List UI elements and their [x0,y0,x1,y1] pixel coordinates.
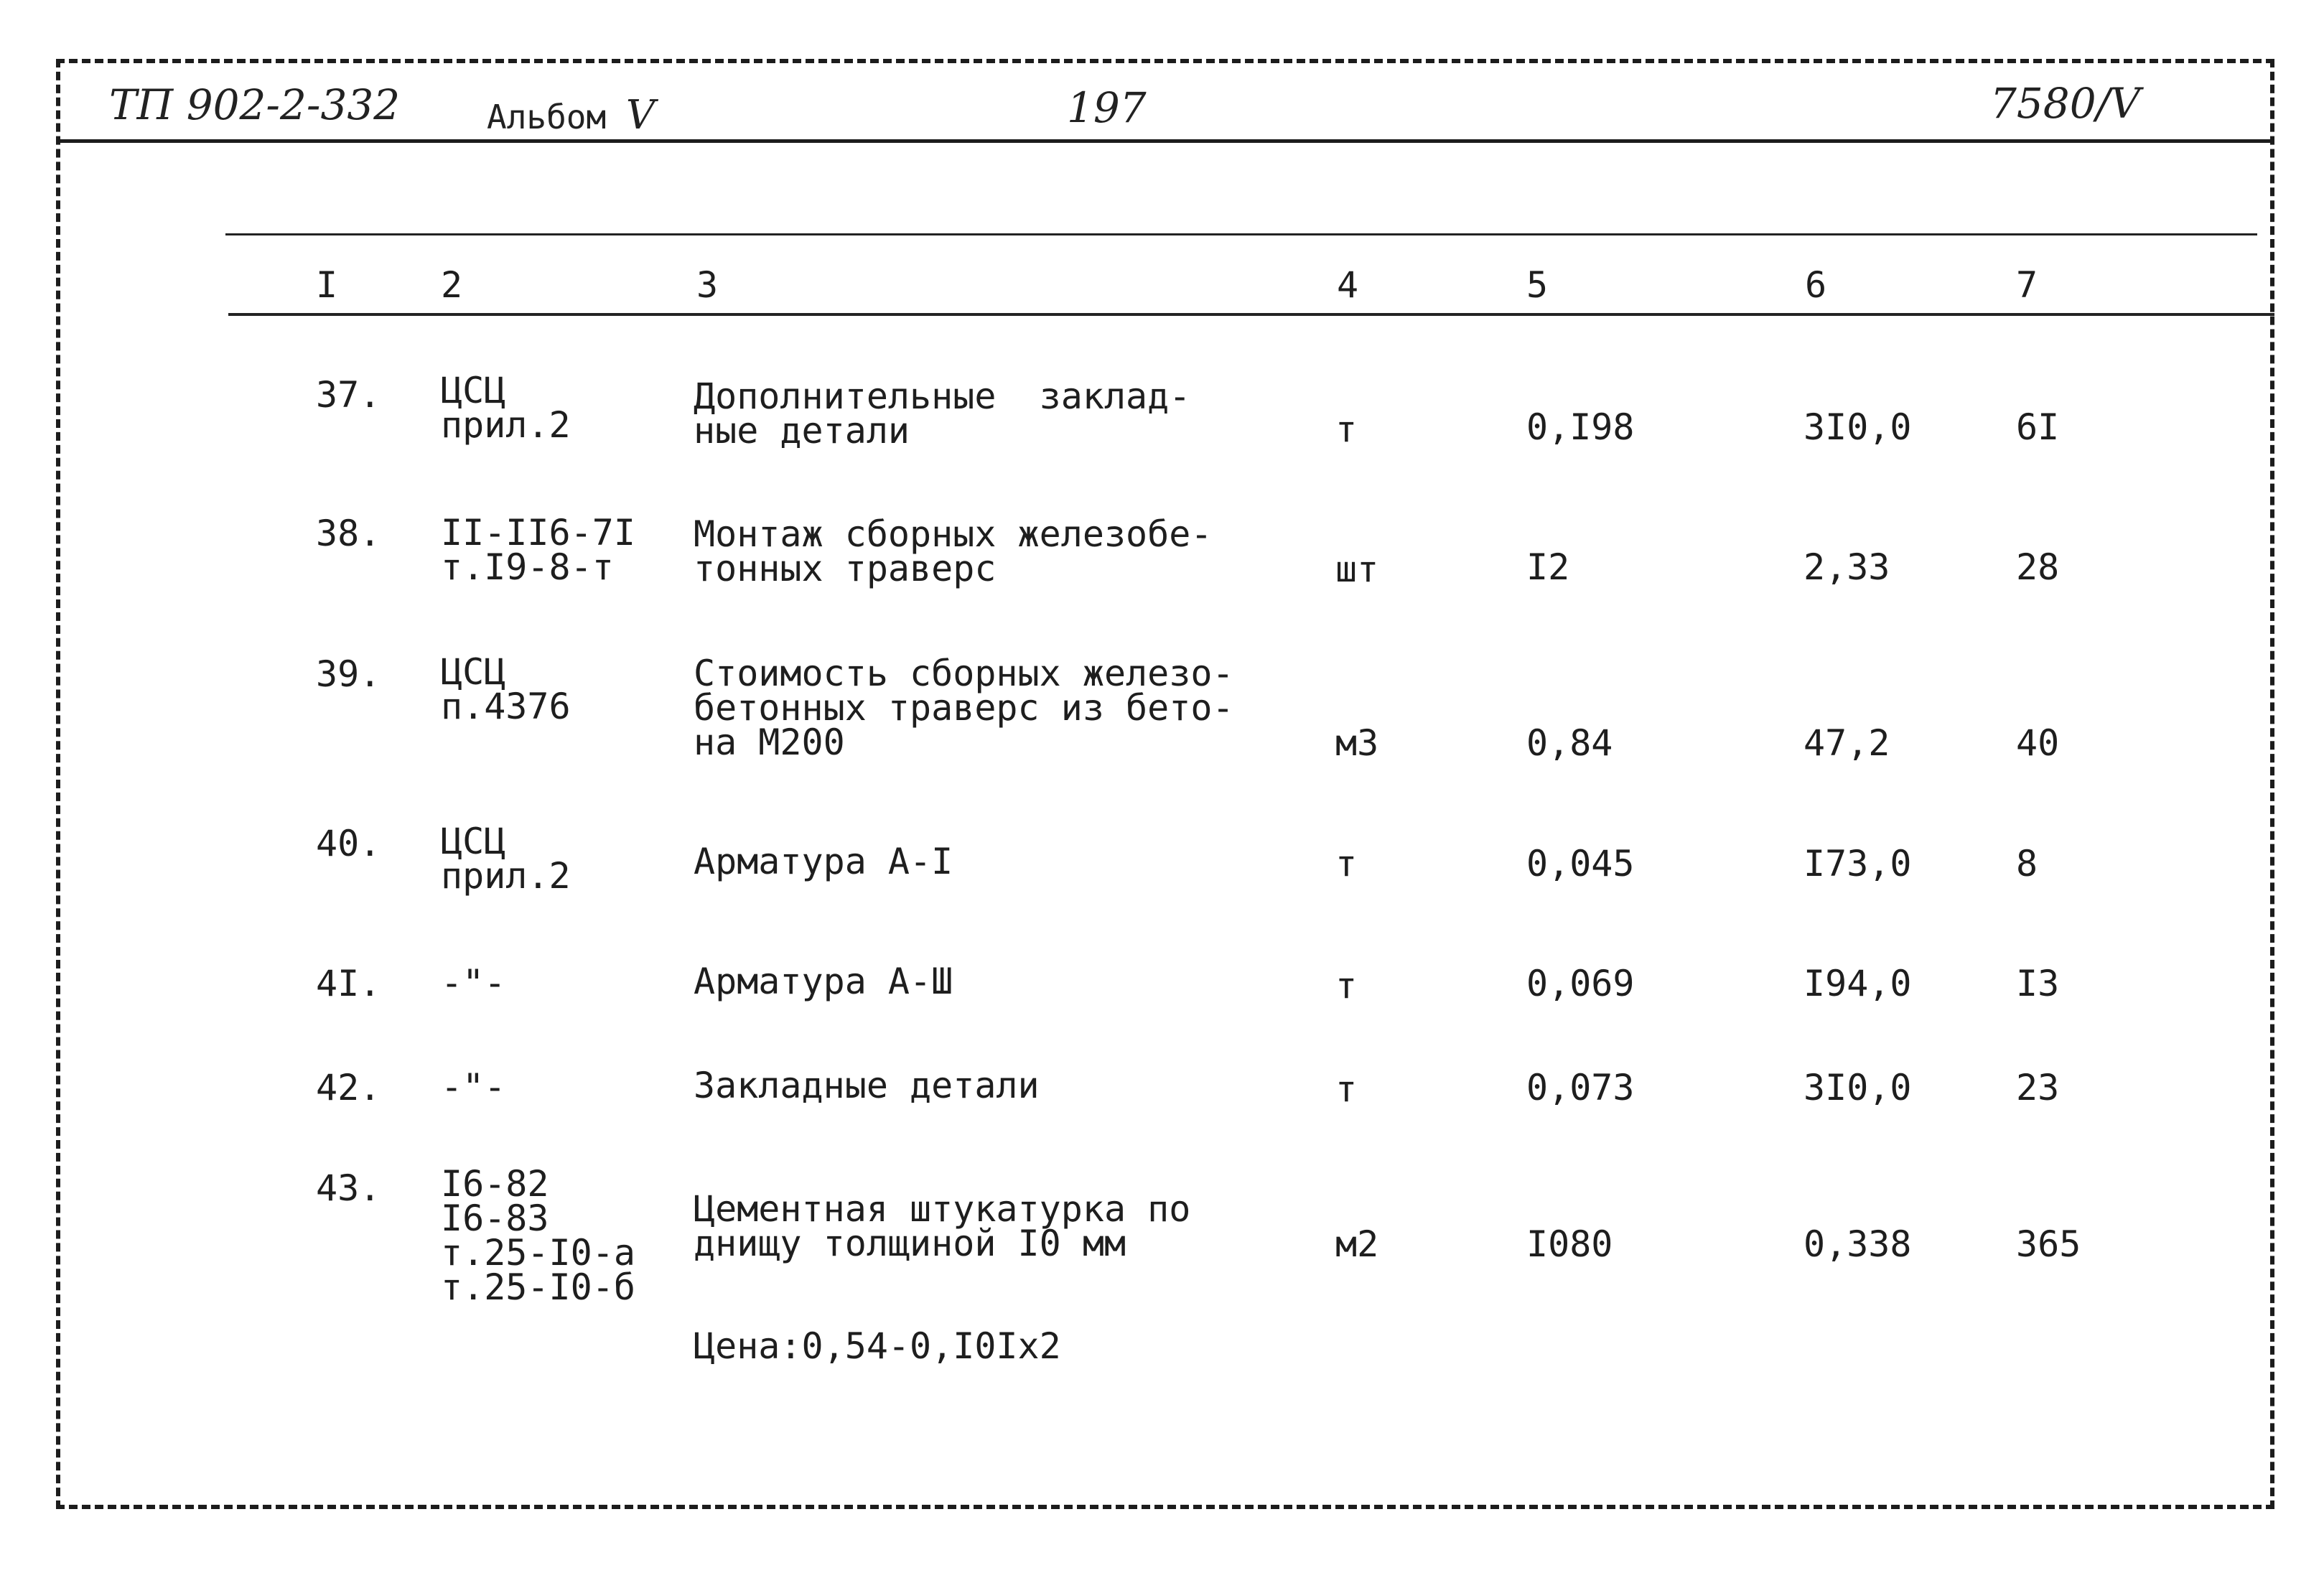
quantity-cell: I080 [1526,1223,1613,1265]
unit-cell: т [1335,408,1358,450]
description-cell [694,513,1213,589]
row-number: 37. [316,374,381,416]
col-header-6: 6 [1805,264,1827,306]
description-cell [694,1065,1040,1106]
quantity-cell: 0,I98 [1526,406,1635,448]
row-number: 42. [316,1067,381,1108]
price-cell: 47,2 [1803,722,1890,764]
quantity-cell: 0,073 [1526,1067,1635,1108]
unit-cell: шт [1335,548,1379,590]
reference-cell [441,821,571,897]
unit-cell: т [1335,843,1358,884]
reference-cell [441,512,635,588]
quantity-cell: 0,069 [1526,963,1635,1004]
reference-cell [441,651,571,727]
reference-line: II-II6-7I [441,512,635,554]
reference-line: ЦСЦ [441,370,506,411]
col-header-7: 7 [2016,264,2038,306]
unit-cell: т [1335,965,1358,1007]
album-label-group [487,92,655,139]
quantity-cell: I2 [1526,546,1570,588]
price-cell: 0,338 [1803,1223,1912,1265]
total-cell: 28 [2016,546,2060,588]
unit-cell: м3 [1335,722,1379,764]
price-cell: 2,33 [1803,546,1890,588]
quantity-cell: 0,84 [1526,722,1613,764]
description-line: днищу толщиной I0 мм [694,1223,1126,1264]
total-cell: 365 [2016,1223,2081,1265]
description-line: Цементная штукатурка по [694,1188,1191,1230]
table-header-rule [228,313,2274,316]
col-header-2: 2 [441,264,463,306]
reference-line: I6-82 [441,1163,549,1205]
description-line: тонных траверс [694,548,997,589]
unit-cell: м2 [1335,1223,1379,1265]
description-line: Монтаж сборных железобе- [694,513,1213,555]
description-line: Арматура А-I [694,841,953,882]
description-cell [694,961,953,1002]
row-number: 4I. [316,963,381,1004]
row-number: 39. [316,653,381,695]
reference-cell [441,962,506,1004]
description-line: Дополнительные заклад- [694,375,1191,417]
reference-line: ЦСЦ [441,821,506,862]
unit-cell: т [1335,1068,1358,1110]
col-header-3: 3 [696,264,719,306]
album-label: Альбом [487,98,607,136]
total-cell: 40 [2016,722,2060,764]
header-rule [56,139,2274,143]
price-cell: 3I0,0 [1803,406,1912,448]
total-cell: I3 [2016,963,2060,1004]
description-line: Арматура А-Ш [694,961,953,1002]
description-line: Закладные детали [694,1065,1040,1106]
page-frame [56,59,2274,1509]
price-cell: 3I0,0 [1803,1067,1912,1108]
description-cell [694,375,1191,452]
quantity-cell: 0,045 [1526,843,1635,884]
description-line: бетонных траверс из бето- [694,687,1234,729]
reference-line: прил.2 [441,404,571,446]
total-cell: 8 [2016,843,2038,884]
description-line: Стоимость сборных железо- [694,653,1234,694]
col-header-4: 4 [1337,264,1359,306]
description-line: на М200 [694,722,845,763]
reference-line: т.I9-8-т [441,546,614,588]
reference-line: прил.2 [441,855,571,897]
row-number: 43. [316,1167,381,1209]
album-number: V [625,92,655,139]
description-cell [694,841,953,882]
price-cell: I73,0 [1803,843,1912,884]
col-header-5: 5 [1526,264,1549,306]
price-cell: I94,0 [1803,963,1912,1004]
total-cell: 23 [2016,1067,2060,1108]
reference-cell [441,1163,635,1308]
reference-line: -"- [441,1066,506,1108]
reference-line: -"- [441,962,506,1004]
description-cell [694,1188,1191,1264]
reference-line: ЦСЦ [441,651,506,693]
reference-cell [441,1066,506,1108]
reference-line: т.25-I0-б [441,1266,635,1308]
reference-cell [441,370,571,446]
reference-line: т.25-I0-а [441,1232,635,1274]
description-cell [694,653,1234,763]
description-line: ные детали [694,410,910,452]
reference-line: п.4376 [441,686,571,727]
page-number: 197 [1067,83,1147,132]
reference-line: I6-83 [441,1197,549,1239]
table-top-rule [225,233,2257,235]
price-note: Цена:0,54-0,I0Ix2 [694,1325,1061,1367]
total-cell: 6I [2016,406,2060,448]
project-code: ТП 902-2-332 [109,80,401,129]
sheet-code: 7580/V [1990,79,2141,128]
row-number: 38. [316,513,381,554]
row-number: 40. [316,823,381,864]
col-header-1: I [316,264,338,306]
